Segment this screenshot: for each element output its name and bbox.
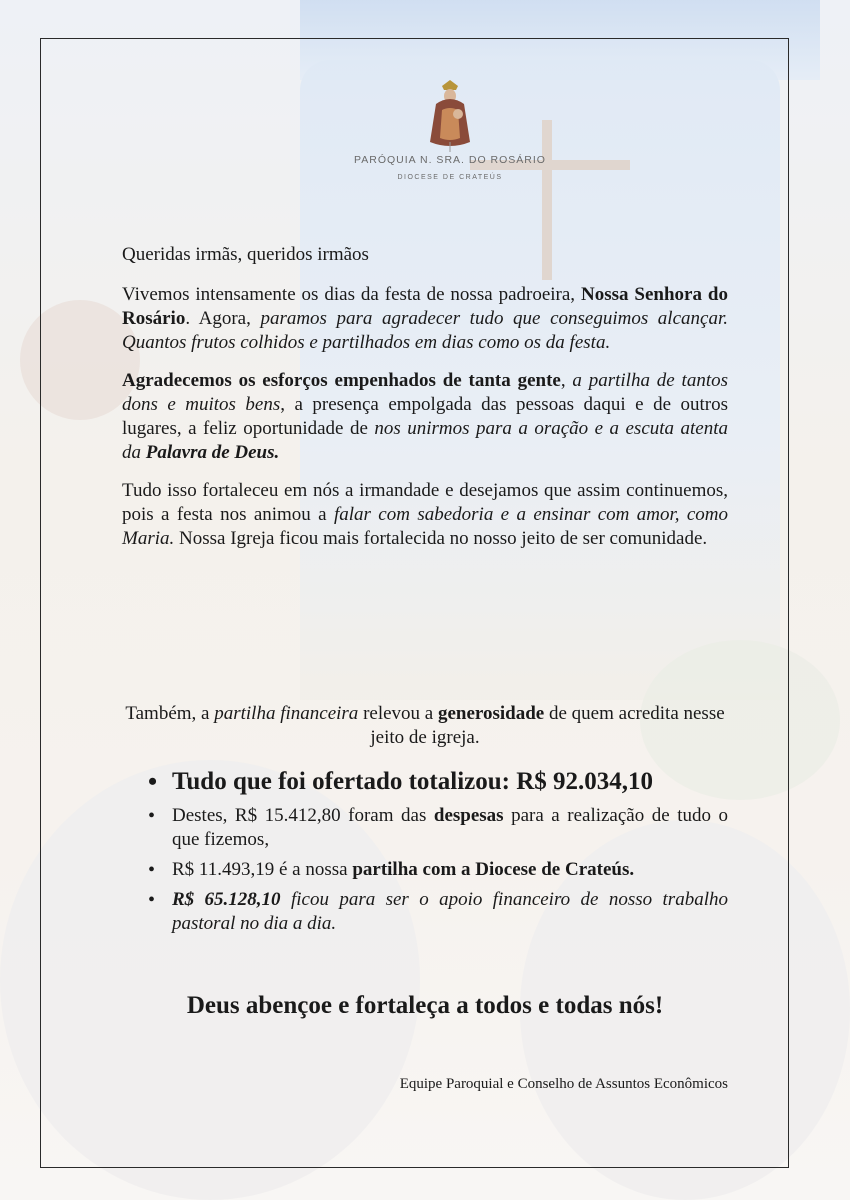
- closing-blessing: Deus abençoe e fortaleça a todos e todas nós!: [186, 992, 664, 1019]
- list-item-pastoral: • R$ 65.128,10 ficou para ser o apoio financeiro de nosso trabalho pastoral no dia a dia.: [122, 888, 728, 936]
- list-item-total: • Tudo que foi ofertado totalizou: R$ 92.034,10: [122, 766, 728, 798]
- parish-logo: [340, 80, 560, 181]
- list-item-expenses: • Destes, R$ 15.412,80 foram das despesas para a realização de tudo o que fizemos,: [122, 804, 728, 852]
- letter-body: [122, 243, 728, 565]
- paragraph-2: Agradecemos os esforços empenhados de tanta gente, a partilha de tantos dons e muitos bens, a presença empolgada das pessoas daqui e de outros lugares, a feliz oportunidade de nos unirmos para a oração e a escuta atenta da Palavra de Deus.: [122, 370, 729, 463]
- madonna-icon: [420, 80, 480, 152]
- financial-summary-list: [122, 766, 728, 942]
- list-item-diocese: • R$ 11.493,19 é a nossa partilha com a Diocese de Crateús.: [122, 858, 728, 882]
- paragraph-1: Vivemos intensamente os dias da festa de nossa padroeira, Nossa Senhora do Rosário. Agora, paramos para agradecer tudo que conseguimos alcançar. Quantos frutos colhidos e partilhados em dias como os da festa.: [122, 284, 728, 353]
- diocese-name: DIOCESE DE CRATEÚS: [397, 174, 503, 181]
- parish-name: PARÓQUIA N. SRA. DO ROSÁRIO: [354, 154, 546, 166]
- signature: Equipe Paroquial e Conselho de Assuntos Econômicos: [399, 1076, 728, 1092]
- paragraph-3: Tudo isso fortaleceu em nós a irmandade e desejamos que assim continuemos, pois a festa nos animou a falar com sabedoria e a ensinar com amor, como Maria. Nossa Igreja ficou mais fortalecida no nosso jeito de ser comunidade.: [122, 480, 729, 549]
- greeting: Queridas irmãs, queridos irmãos: [122, 244, 369, 265]
- paragraph-4: Também, a partilha financeira relevou a generosidade de quem acredita nesse jeito de igreja.: [125, 703, 725, 748]
